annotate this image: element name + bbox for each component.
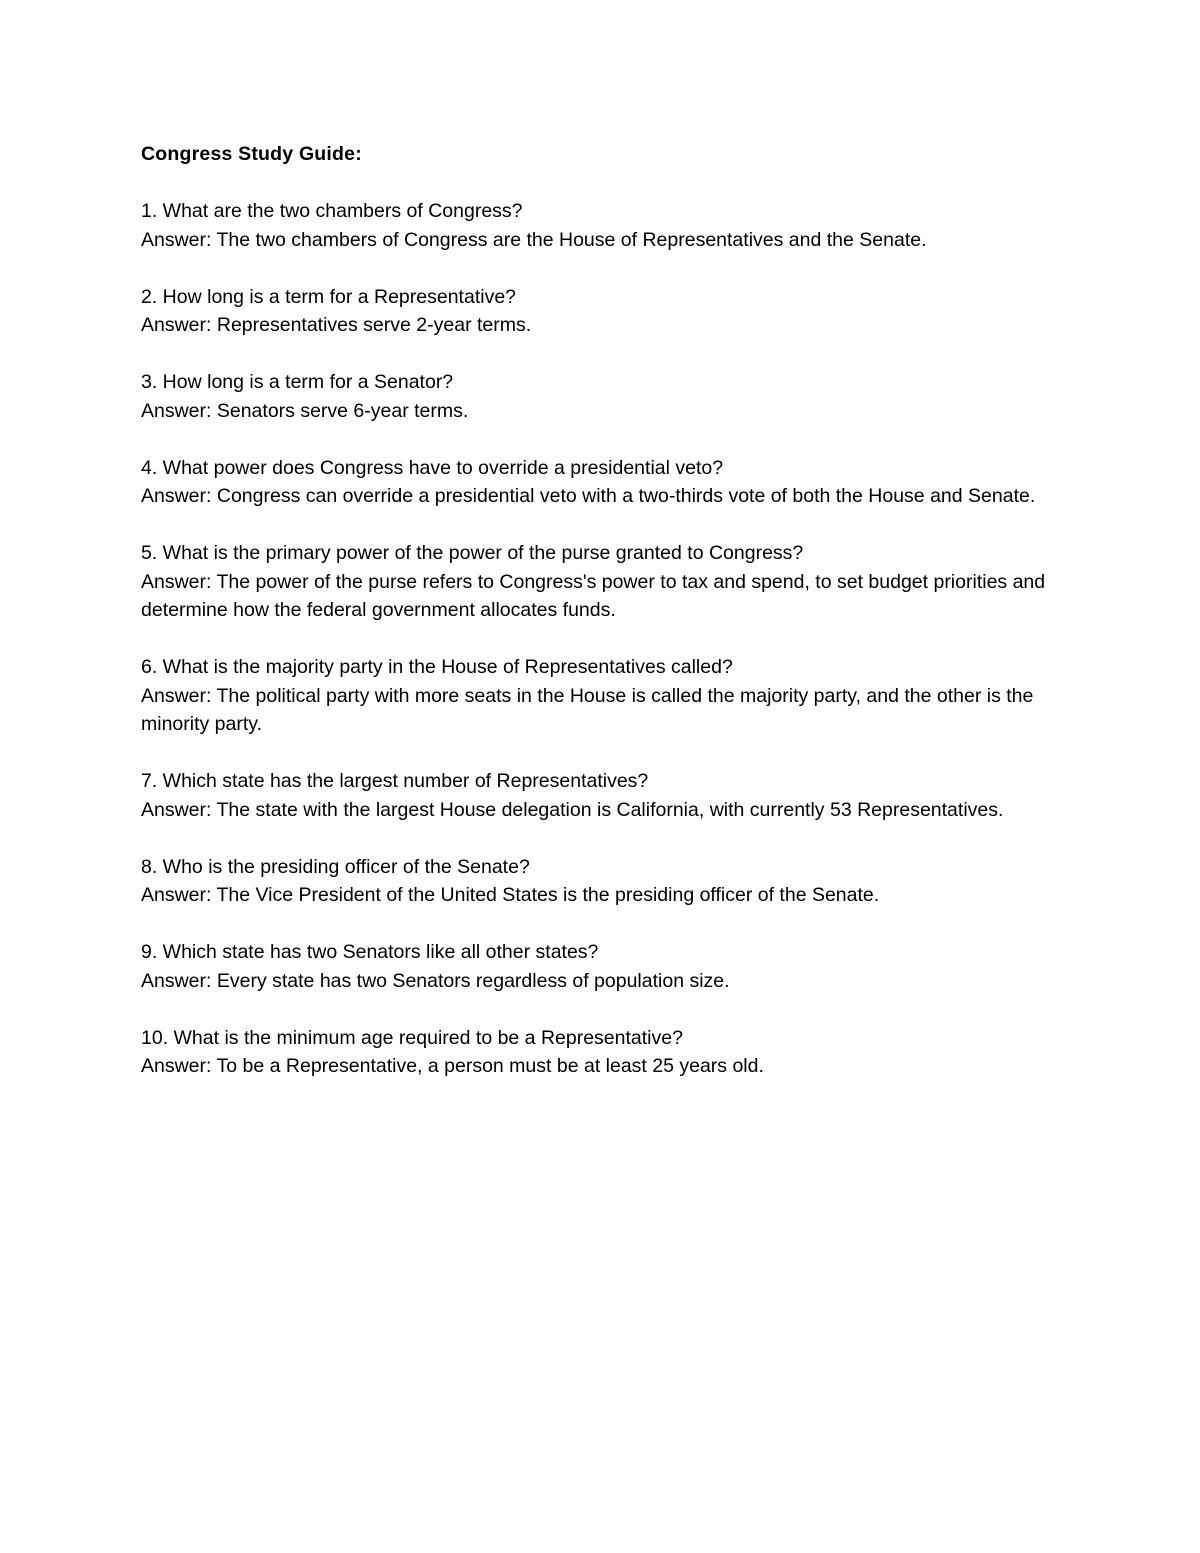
- answer-8: Answer: The Vice President of the United States is the presiding officer of the Senate.: [141, 884, 880, 906]
- answer-2: Answer: Representatives serve 2-year terms.: [141, 314, 532, 336]
- question-6: 6. What is the majority party in the House of Representatives called?: [141, 656, 733, 678]
- qa-item-6: [141, 653, 1071, 739]
- answer-10: Answer: To be a Representative, a person must be at least 25 years old.: [141, 1055, 764, 1077]
- question-1: 1. What are the two chambers of Congress?: [141, 200, 523, 222]
- qa-item-8: [141, 853, 1071, 910]
- question-8: 8. Who is the presiding officer of the Senate?: [141, 855, 530, 878]
- qa-item-7: [141, 767, 1071, 824]
- question-4: 4. What power does Congress have to override a presidential veto?: [141, 456, 724, 479]
- question-7: 7. Which state has the largest number of Representatives?: [141, 770, 649, 792]
- question-3: 3. How long is a term for a Senator?: [141, 371, 454, 393]
- answer-3: Answer: Senators serve 6-year terms.: [141, 399, 469, 422]
- question-2: 2. How long is a term for a Representative?: [141, 285, 517, 308]
- document-body: [141, 140, 1071, 1109]
- qa-item-10: [141, 1024, 1071, 1081]
- qa-item-1: [141, 197, 1071, 254]
- question-9: 9. Which state has two Senators like all other states?: [141, 941, 599, 963]
- qa-item-5: [141, 539, 1071, 625]
- question-10: 10. What is the minimum age required to be a Representative?: [141, 1026, 683, 1049]
- qa-item-9: [141, 938, 1071, 995]
- question-5: 5. What is the primary power of the power of the purse granted to Congress?: [141, 542, 804, 564]
- answer-6: Answer: The political party with more seats in the House is called the majority party, and the other is the minority party.: [141, 684, 1034, 735]
- qa-item-4: [141, 454, 1071, 511]
- document-title: Congress Study Guide:: [141, 143, 362, 165]
- qa-item-2: [141, 283, 1071, 340]
- answer-5: Answer: The power of the purse refers to Congress's power to tax and spend, to set budget priorities and determine how the federal government allocates funds.: [141, 570, 1046, 621]
- answer-7: Answer: The state with the largest House delegation is California, with currently 53 Representatives.: [141, 798, 1004, 821]
- answer-4: Answer: Congress can override a presidential veto with a two-thirds vote of both the House and Senate.: [141, 485, 1036, 507]
- answer-1: Answer: The two chambers of Congress are the House of Representatives and the Senate.: [141, 228, 927, 251]
- qa-item-3: [141, 368, 1071, 425]
- answer-9: Answer: Every state has two Senators regardless of population size.: [141, 969, 730, 992]
